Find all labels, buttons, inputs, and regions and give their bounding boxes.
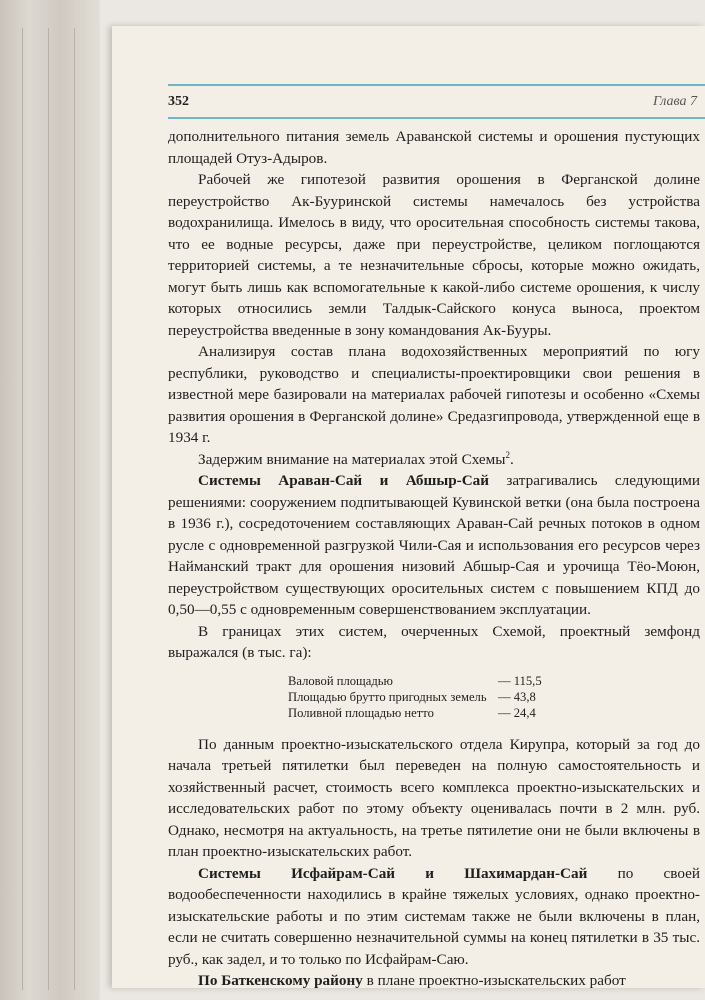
- table-cell-value: — 24,4: [498, 705, 536, 720]
- table-row: [288, 674, 700, 688]
- table-cell-label: Поливной площадью нетто: [288, 705, 434, 720]
- table-cell-label: Валовой площадью: [288, 673, 393, 688]
- header-rule-bottom: [168, 117, 705, 119]
- paragraph: По Баткенскому району в плане проектно-изыскательских работ: [198, 972, 626, 989]
- table-row: [288, 706, 700, 720]
- page-edge-line: [22, 28, 23, 990]
- table-cell-value: — 115,5: [498, 673, 542, 688]
- page-edge-line: [48, 28, 49, 990]
- land-fund-table: [288, 674, 700, 720]
- paragraph: Системы Исфайрам-Сай и Шахимардан-Сай по своей водообеспеченности находились в крайне тяжелых условиях, однако проектно-изыскательские работы и по этим системам также не были включены в план, если не считать совершенно незначительной суммы на конец пятилетки в 35 тыс. руб., как задел, и то только по Исфайрам-Саю.: [168, 864, 700, 968]
- paragraph: Системы Араван-Сай и Абшыр-Сай затрагивались следующими решениями: сооружением подпитывающей Кувинской ветки (она была построена в 1936 г.), сосредоточением составляющих Араван-Сай речных потоков в одном русле с одновременной разгрузкой Чили-Сая и использования его ресурсов через Найманский тракт для орошения низовий Абшыр-Сая и урочища Тёо-Моюн, переустройством существующих оросительных систем с повышением КПД до 0,50—0,55 с одновременным совершенствованием эксплуатации.: [168, 472, 700, 618]
- paragraph: Задержим внимание на материалах этой Схемы$^2$.: [198, 449, 514, 468]
- body-text: [168, 126, 700, 992]
- paragraph: По данным проектно-изыскательского отдела Кирупра, который за год до начала третьей пятилетки был переведен на полную самостоятельность и хозяйственный расчет, стоимость всего комплекса проектно-изыскательских и исследовательских работ по этому объекту оценивалась почти в 2 млн. руб. Однако, несмотря на актуальность, на третье пятилетие они не были включены в план проектно-изыскательских работ.: [168, 735, 700, 860]
- header-rule-top: [168, 84, 705, 86]
- section-heading: Системы Исфайрам-Сай и Шахимардан-Сай: [198, 864, 588, 882]
- paragraph: В границах этих систем, очерченных Схемой, проектный земфонд выражался (в тыс. га):: [168, 622, 700, 661]
- table-cell-value: — 43,8: [498, 689, 536, 704]
- book-page: [112, 26, 705, 988]
- section-heading: Системы Араван-Сай и Абшыр-Сай: [198, 472, 490, 489]
- footnote-ref: 2: [505, 449, 510, 460]
- section-heading: По Баткенскому району: [198, 972, 363, 989]
- book-spine: [0, 0, 100, 1000]
- paragraph: дополнительного питания земель Араванской системы и орошения пустующих площадей Отуз-Адыров.: [168, 128, 700, 167]
- table-row: [288, 690, 700, 704]
- table-cell-label: Площадью брутто пригодных земель: [288, 689, 487, 704]
- page-number: 352: [168, 94, 189, 109]
- paragraph: Рабочей же гипотезой развития орошения в Ферганской долине переустройство Ак-Бууринской системы намечалось без устройства водохранилища. Имелось в виду, что оросительная способность системы такова, что ее водные ресурсы, даже при переустройстве, целиком поглощаются территорией системы, а те незначительные сбросы, которые можно ожидать, могут быть лишь как вспомогательные к какой-либо системе орошения, к числу которых относились земли Талдык-Сайского конуса выноса, проектом переустройства введенные в зону командования Ак-Бууры.: [168, 171, 700, 339]
- paragraph: Анализируя состав плана водохозяйственных мероприятий по югу республики, руководство и специалисты-проектировщики свои решения в известной мере базировали на материалах рабочей гипотезы и особенно «Схемы развития орошения в Ферганской долине» Средазгипровода, утвержденной еще в 1934 г.: [168, 343, 700, 446]
- page-edge-line: [74, 28, 75, 990]
- running-head: Глава 7: [653, 94, 697, 109]
